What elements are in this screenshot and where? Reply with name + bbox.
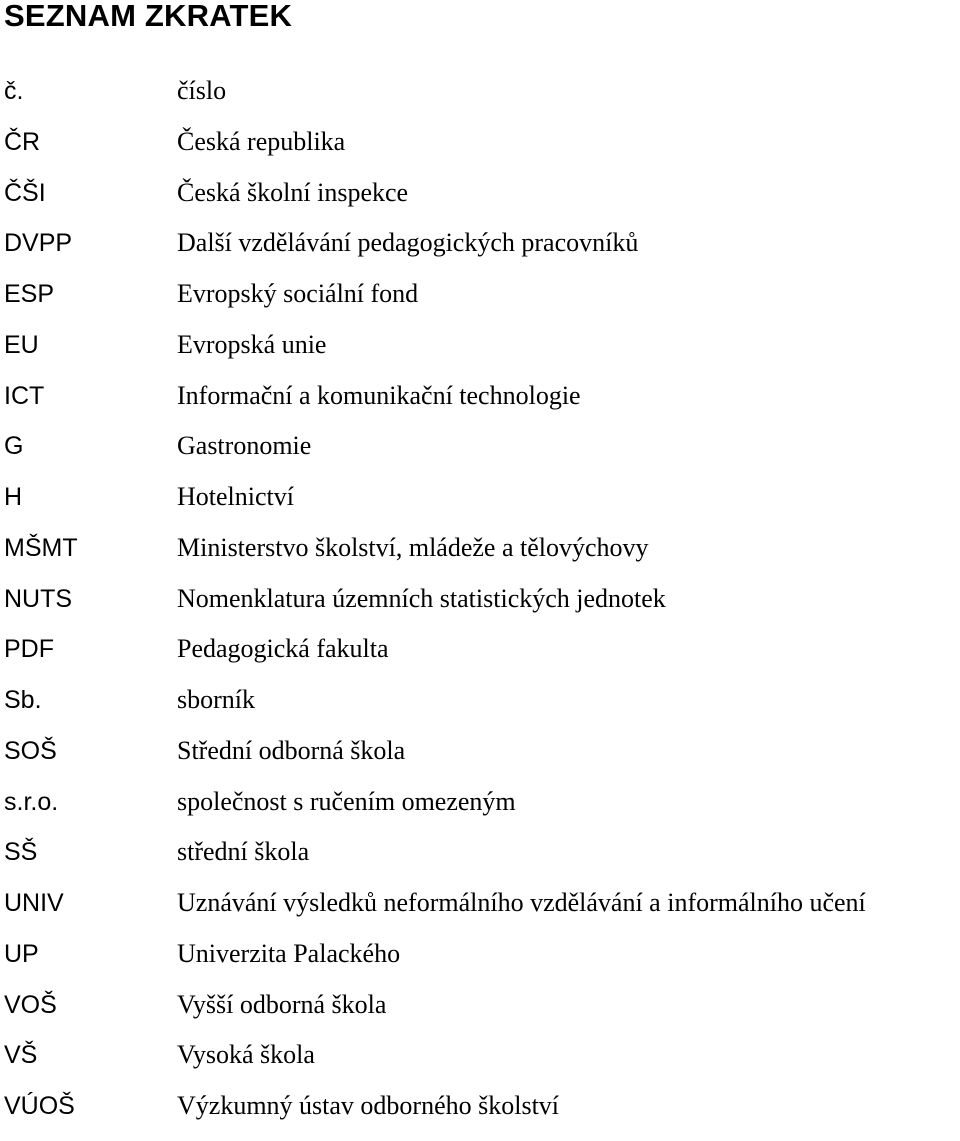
list-item [0,330,960,380]
abbreviation: s.r.o. [4,787,59,816]
list-item [0,228,960,278]
abbreviation: ICT [4,381,45,410]
abbreviation-meaning: společnost s ručením omezeným [177,786,516,816]
abbreviation-meaning: Pedagogická fakulta [177,634,389,664]
abbreviation: UNIV [4,889,64,917]
abbreviation: NUTS [4,584,73,613]
abbreviation: H [4,483,23,511]
abbreviation: PDF [4,635,54,664]
abbreviation: ČR [4,127,41,156]
abbreviation: SŠ [4,838,38,867]
list-item [0,127,960,177]
abbreviation: VOŠ [4,990,57,1019]
list-item [0,1091,960,1141]
abbreviation-meaning: číslo [177,76,227,105]
abbreviation-meaning: střední škola [177,837,310,867]
abbreviation-meaning: Ministerstvo školství, mládeže a tělovýchovy [177,532,649,562]
abbreviation: ESP [4,280,55,308]
page-title: SEZNAM ZKRATEK [4,0,293,33]
list-item [0,431,960,481]
abbreviation-meaning: sborník [177,685,255,714]
abbreviation: DVPP [4,229,73,258]
abbreviation-meaning: Uznávání výsledků neformálního vzdělávání a informálního učení [177,888,866,917]
list-item [0,584,960,634]
abbreviation-meaning: Střední odborná škola [177,735,406,765]
list-item [0,482,960,532]
abbreviation-meaning: Další vzdělávání pedagogických pracovníků [177,228,639,258]
abbreviation: VÚOŠ [4,1092,75,1120]
abbreviation-meaning: Česká školní inspekce [177,177,409,207]
list-item [0,1040,960,1090]
abbreviation-meaning: Evropská unie [177,329,327,359]
abbreviation: G [4,432,24,461]
abbreviation: VŠ [4,1041,38,1070]
abbreviation-meaning: Univerzita Palackého [177,938,401,968]
abbreviation-meaning: Nomenklatura územních statistických jednotek [177,583,666,613]
abbreviation-meaning: Výzkumný ústav odborného školství [177,1091,560,1120]
abbreviation-meaning: Vyšší odborná škola [177,989,387,1019]
abbreviation: UP [4,939,39,968]
list-item [0,787,960,837]
abbreviation: EU [4,330,39,359]
list-item [0,990,960,1040]
list-item [0,381,960,431]
list-item [0,634,960,684]
abbreviation-meaning: Informační a komunikační technologie [177,380,581,410]
abbreviation: ČŠI [4,178,46,207]
abbreviation: Sb. [4,686,42,714]
list-item [0,888,960,938]
list-item [0,837,960,887]
abbreviation-meaning: Vysoká škola [177,1040,315,1070]
abbreviation-meaning: Evropský sociální fond [177,279,419,308]
list-item [0,685,960,735]
abbreviation: č. [4,77,24,105]
abbreviation: MŠMT [4,533,78,562]
list-item [0,533,960,583]
abbreviation: SOŠ [4,736,57,765]
abbreviation-meaning: Gastronomie [177,431,312,461]
list-item [0,279,960,329]
abbreviation-meaning: Hotelnictví [177,482,294,511]
list-item [0,76,960,126]
list-item [0,736,960,786]
list-item [0,178,960,228]
abbreviation-meaning: Česká republika [177,126,346,156]
list-item [0,939,960,989]
